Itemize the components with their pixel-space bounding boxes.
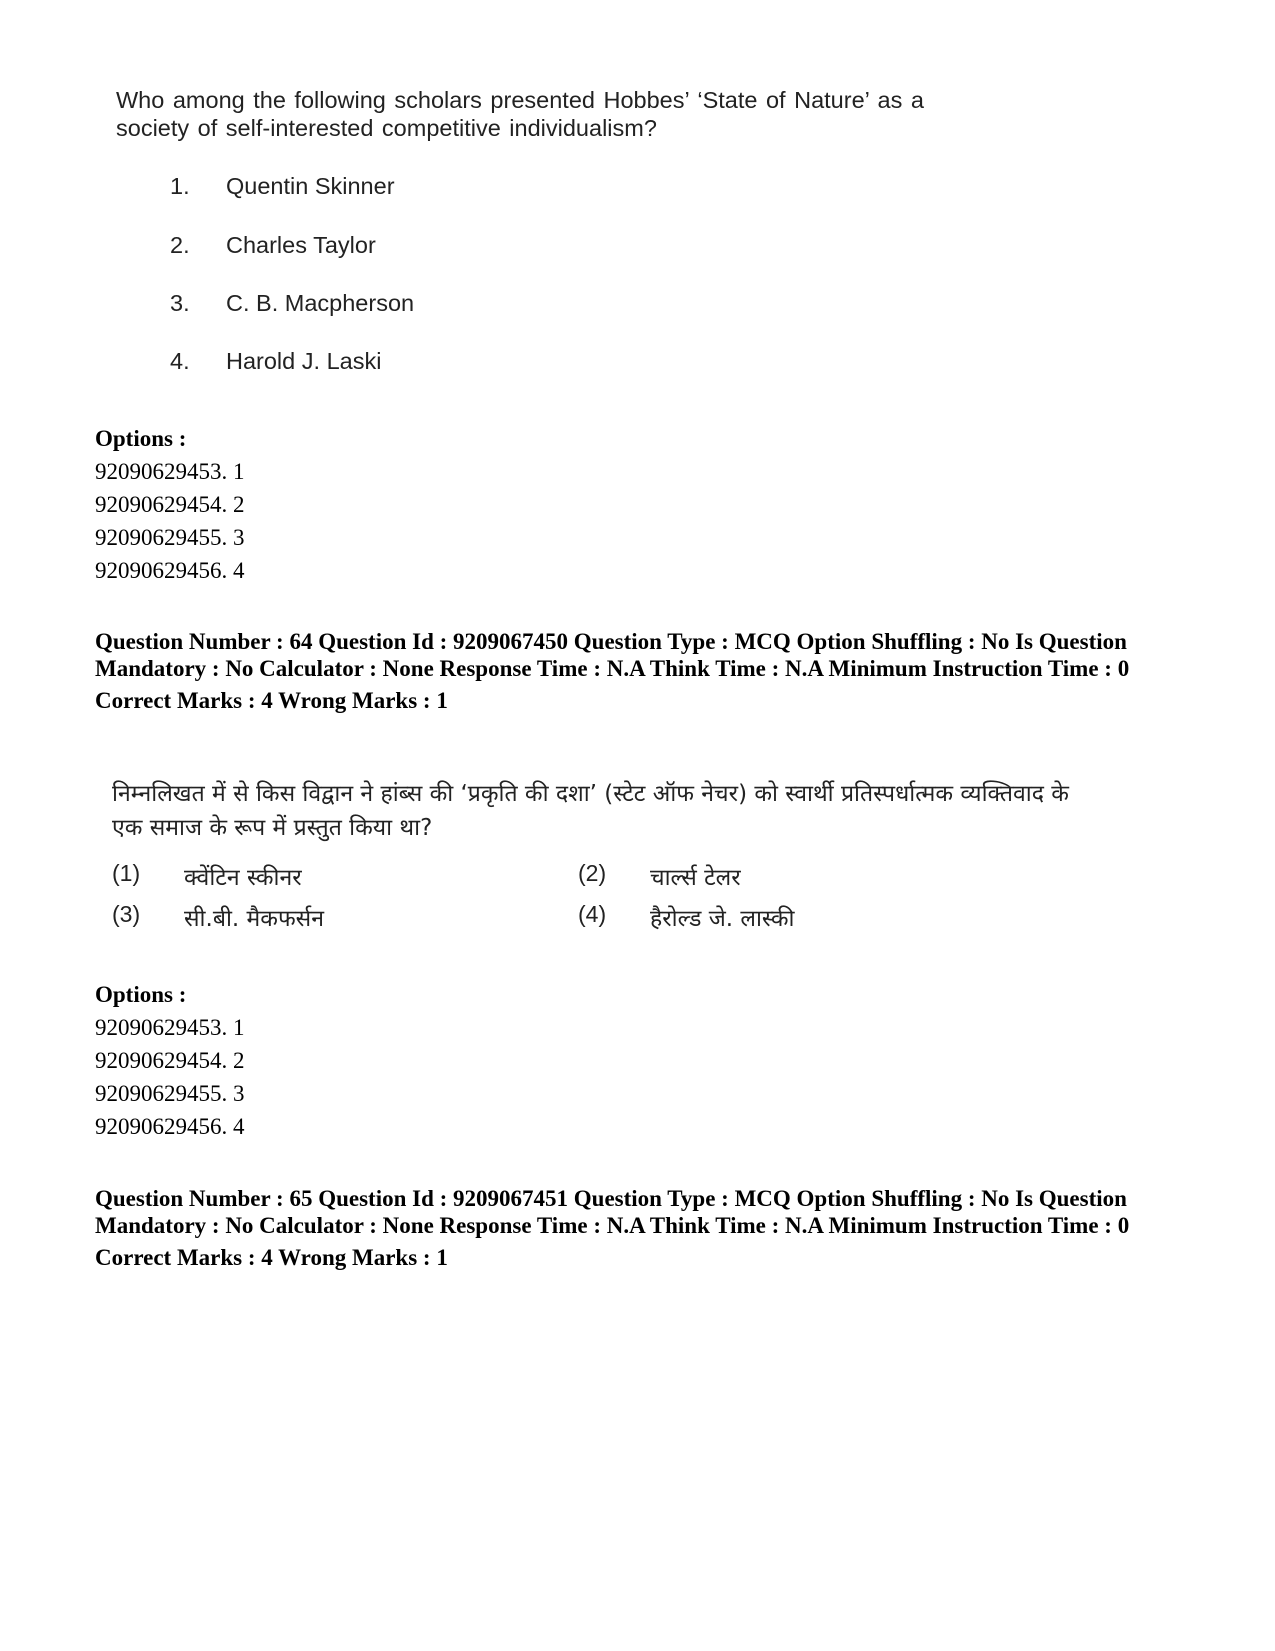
option-number: (1)	[112, 860, 141, 886]
question-64-hindi-block	[112, 777, 1092, 932]
option-text: सी.बी. मैकफर्सन	[184, 906, 324, 932]
option-id: 92090629455. 3	[95, 1081, 245, 1106]
option-text: क्वेंटिन स्कीनर	[184, 865, 302, 891]
option-number: (4)	[578, 901, 607, 927]
option-text: Harold J. Laski	[226, 348, 382, 374]
option-text: चार्ल्स टेलर	[650, 865, 741, 891]
option-id: 92090629455. 3	[95, 525, 245, 550]
option-number: (2)	[578, 860, 607, 886]
question-63-options	[95, 422, 245, 587]
option-number: 4.	[170, 348, 190, 374]
option-id: 92090629456. 4	[95, 558, 245, 583]
question-marks-line: Correct Marks : 4 Wrong Marks : 1	[95, 688, 448, 713]
option-id: 92090629453. 1	[95, 1015, 245, 1040]
question-63-english-block	[116, 86, 996, 374]
option-text: Quentin Skinner	[226, 173, 395, 199]
question-meta-line: Question Number : 65 Question Id : 9209067451 Question Type : MCQ Option Shuffling : No Is Question Mandatory : No Calculator : None Response Time : N.A Think Time : N.A Minimum Instruction Time : 0	[95, 1186, 1130, 1238]
question-64-meta	[95, 628, 1195, 714]
option-number: 3.	[170, 290, 190, 316]
option-text: Charles Taylor	[226, 232, 376, 258]
question-65-meta	[95, 1185, 1195, 1271]
option-id: 92090629454. 2	[95, 1048, 245, 1073]
option-number: 1.	[170, 173, 190, 199]
option-number: 2.	[170, 232, 190, 258]
option-number: (3)	[112, 901, 141, 927]
option-id: 92090629456. 4	[95, 1114, 245, 1139]
option-text: हैरोल्ड जे. लास्की	[650, 906, 795, 932]
options-header: Options :	[95, 426, 187, 451]
question-64-options	[95, 978, 245, 1143]
question-meta-line: Question Number : 64 Question Id : 9209067450 Question Type : MCQ Option Shuffling : No Is Question Mandatory : No Calculator : None Response Time : N.A Think Time : N.A Minimum Instruction Time : 0	[95, 629, 1130, 681]
option-text: C. B. Macpherson	[226, 290, 415, 316]
question-64-stem: निम्नलिखत में से किस विद्वान ने हांब्स की ‘प्रकृति की दशा’ (स्टेट ऑफ नेचर) को स्वार्थी प्रतिस्पर्धात्मक व्यक्तिवाद के एक समाज के रूप में प्रस्तुत किया था?	[112, 781, 1069, 841]
option-id: 92090629453. 1	[95, 459, 245, 484]
options-header: Options :	[95, 982, 187, 1007]
question-63-stem: Who among the following scholars presented Hobbes’ ‘State of Nature’ as a society of self-interested competitive individualism?	[116, 87, 924, 141]
option-id: 92090629454. 2	[95, 492, 245, 517]
question-marks-line: Correct Marks : 4 Wrong Marks : 1	[95, 1245, 448, 1270]
